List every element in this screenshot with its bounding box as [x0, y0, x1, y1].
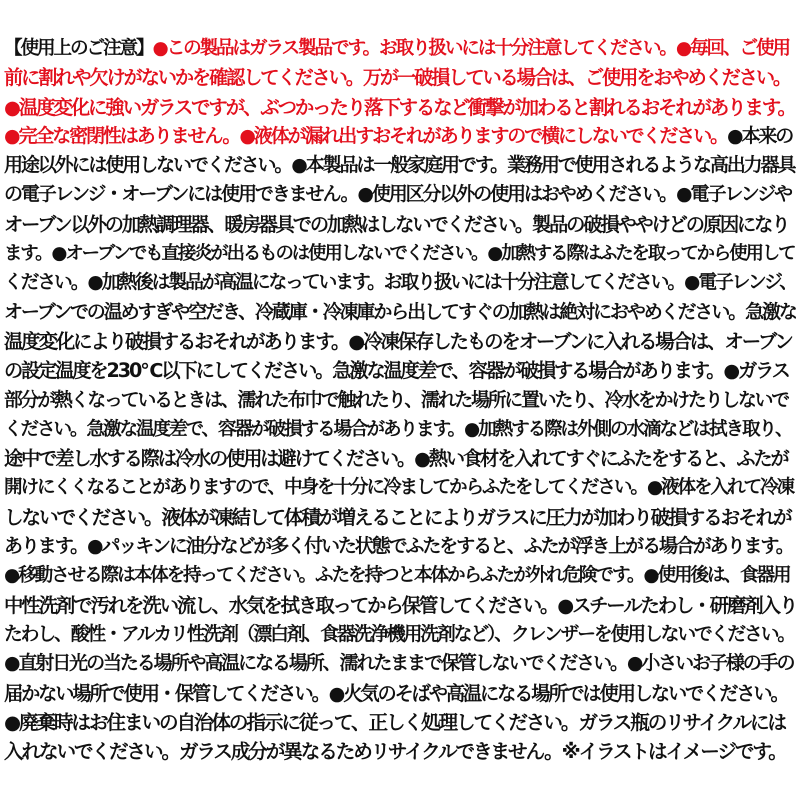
text-line — [4, 620, 796, 649]
text-line — [4, 473, 796, 502]
notice-text: オーブンでの温めすぎや空だき、冷蔵庫・冷凍庫から出してすぐの加熱は絶対におやめください。急激な — [4, 300, 796, 323]
text-line — [4, 386, 796, 415]
warning-text: 前に割れや欠けがないかを確認してください。万が一破損している場合は、ご使用をおやめください。 — [4, 66, 791, 90]
text-line — [4, 415, 796, 444]
notice-text: 届かない場所で使用・保管してください。●火気のそばや高温になる場所では使用しないでください。 — [4, 681, 788, 705]
notice-text: 入れないでください。ガラス成分が異なるためリサイクルできません。※イラストはイメージです。 — [4, 740, 786, 764]
text-line — [4, 356, 796, 385]
text-line — [4, 180, 796, 209]
notice-text: 開けにくくなることがありますので、中身を十分に冷ましてからふたをしてください。●液体を入れて冷凍 — [4, 477, 793, 499]
text-line — [4, 649, 796, 678]
text-line — [4, 561, 796, 590]
text-line — [4, 93, 796, 122]
notice-text: ●本来の — [727, 124, 793, 147]
text-line — [4, 210, 796, 239]
text-line — [4, 503, 796, 532]
notice-text: しないでください。液体が凍結して体積が増えることによりガラスに圧力が加わり破損するおそれが — [4, 505, 791, 529]
notice-text: 途中で差し水する際は冷水の使用は避けてください。●熱い食材を入れてすぐにふたをすると、ふたが — [4, 447, 788, 471]
text-line — [4, 737, 796, 766]
notice-text: たわし、酸性・アルカリ性洗剤（漂白剤、食器洗浄機用洗剤など）、クレンザーを使用しないでください。 — [4, 623, 795, 645]
notice-text: ●廃棄時はお住まいの自治体の指示に従って、正しく処理してください。ガラス瓶のリサイクルには — [4, 710, 785, 734]
text-line — [4, 327, 796, 356]
text-line — [4, 708, 796, 737]
notice-text: 温度変化により破損するおそれがあります。●冷凍保存したものをオーブンに入れる場合は、オーブン — [4, 329, 792, 353]
warning-text: ●この製品はガラス製品です。お取り扱いには十分注意してください。●毎回、ご使用 — [152, 38, 789, 59]
text-line — [4, 298, 796, 327]
notice-text: あります。●パッキンに油分などが多く付いた状態でふたをすると、ふたが浮き上がる場合があります。 — [4, 535, 793, 558]
notice-text: 【使用上のご注意】 — [4, 38, 153, 59]
text-line — [4, 679, 796, 708]
notice-text: 中性洗剤で汚れを洗い流し、水気を拭き取ってから保管してください。●スチールたわし・研磨剤入り — [4, 593, 796, 617]
notice-text: ください。急激な温度差で、容器が破損する場合があります。●加熱する際は外側の水滴などは拭き取り、 — [4, 418, 792, 440]
notice-text: ください。●加熱後は製品が高温になっています。お取り扱いには十分注意してください。●電子レンジ、 — [4, 272, 796, 294]
text-line — [4, 34, 796, 63]
text-line — [4, 444, 796, 473]
notice-text: の設定温度を230℃以下にしてください。急激な温度差で、容器が破損する場合があります。●ガラス — [4, 359, 789, 383]
text-line — [4, 122, 796, 151]
notice-text: ます。●オーブンでも直接炎が出るものは使用しないでください。●加熱する際はふたを取ってから使用して — [4, 243, 795, 265]
notice-text: の電子レンジ・オーブンには使用できません。●使用区分以外の使用はおやめください。●電子レンジや — [4, 183, 791, 206]
notice-text: ●移動させる際は本体を持ってください。ふたを持つと本体からふたが外れ危険です。●使用後は、食器用 — [4, 565, 790, 587]
text-line — [4, 151, 796, 180]
text-line — [4, 268, 796, 297]
text-line — [4, 63, 796, 92]
notice-text: 部分が熱くなっているときは、濡れた布巾で触れたり、濡れた場所に置いたり、冷水をかけたりしないで — [4, 389, 789, 411]
notice-text: ●直射日光の当たる場所や高温になる場所、濡れたままで保管しないでください。●小さいお子様の手の — [4, 652, 794, 675]
text-line — [4, 532, 796, 561]
text-line — [4, 591, 796, 620]
warning-text: ●温度変化に強いガラスですが、ぶつかったり落下するなど衝撃が加わると割れるおそれがあります。 — [4, 95, 795, 119]
warning-text: ●完全な密閉性はありません。●液体が漏れ出すおそれがありますので横にしないでください。 — [4, 124, 728, 147]
notice-text: オーブン以外の加熱調理器、暖房器具での加熱はしないでください。製品の破損ややけどの原因になり — [4, 212, 789, 236]
notice-text: 用途以外には使用しないでください。●本製品は一般家庭用です。業務用で使用されるような高出力器具 — [4, 154, 795, 177]
text-line — [4, 239, 796, 268]
